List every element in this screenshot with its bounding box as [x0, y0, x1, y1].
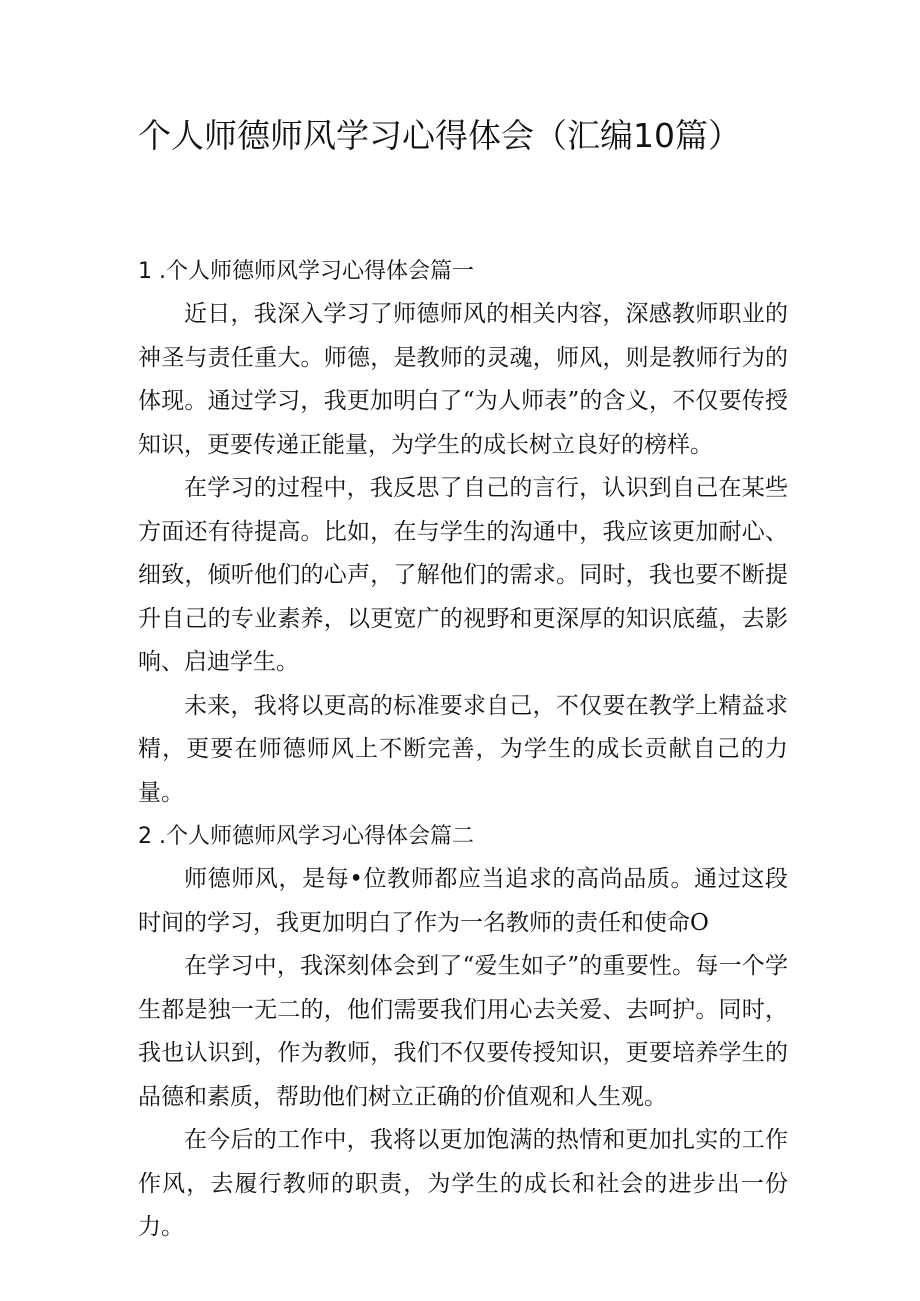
paragraph: 在今后的工作中，我将以更加饱满的热情和更加扎实的工作作风，去履行教师的职责，为学生的成长和社会的进步出一份力。 [138, 1127, 788, 1240]
section-heading: 2 .个人师德师风学习心得体会篇二 [138, 824, 474, 849]
paragraph: 师德师风，是每•位教师都应当追求的高尚品质。通过这段时间的学习，我更加明白了作为一名教师的责任和使命O [138, 866, 788, 936]
document-title: 个人师德师风学习心得体会（汇编10篇） [138, 116, 741, 155]
paragraph: 在学习中，我深刻体会到了“爱生如子”的重要性。每一个学生都是独一无二的，他们需要我们用心去关爱、去呵护。同时，我也认识到，作为教师，我们不仅要传授知识，更要培养学生的品德和素质，帮助他们树立正确的价值观和人生观。 [138, 953, 788, 1110]
section-2 [138, 815, 788, 1250]
paragraph: 近日，我深入学习了师德师风的相关内容，深感教师职业的神圣与责任重大。师德，是教师的灵魂，师风，则是教师行为的体现。通过学习，我更加明白了“为人师表”的含义，不仅要传授知识，更要传递正能量，为学生的成长树立良好的榜样。 [138, 301, 788, 458]
section-1 [138, 250, 788, 815]
document-body [138, 250, 788, 1250]
paragraph: 未来，我将以更高的标准要求自己，不仅要在教学上精益求精，更要在师德师风上不断完善，为学生的成长贡献自己的力量。 [138, 692, 788, 806]
paragraph: 在学习的过程中，我反思了自己的言行，认识到自己在某些方面还有待提高。比如，在与学生的沟通中，我应该更加耐心、细致，倾听他们的心声，了解他们的需求。同时，我也要不断提升自己的专业素养，以更宽广的视野和更深厚的知识底蕴，去影响、启迪学生。 [138, 475, 788, 675]
section-heading: 1 .个人师德师风学习心得体会篇一 [138, 259, 474, 284]
